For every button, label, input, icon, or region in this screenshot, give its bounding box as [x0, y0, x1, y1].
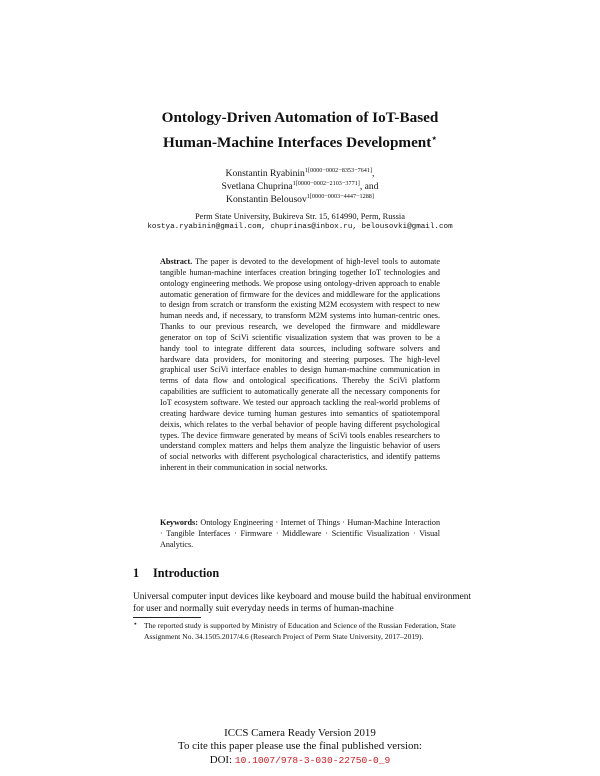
abstract-text: The paper is devoted to the development of high-level tools to automate tangible human-machine interfaces creation bringing together IoT technologies and ontology engineering methods. We propose using ontology-driven approach to enable automatic generation of firmware for the devices and middleware for the applications to design from scratch or transform the existing M2M ecosystem with respect to new human needs and, if necessary, to transform M2M systems into human-centric ones. Thanks to our previous research, we developed the firmware and middleware generator on top of SciVi scientific visualization system that was proven to be a handy tool to integrate different data sources, including software solvers and hardware data providers, for monitoring and steering purposes. The high-level graphical user SciVi interface enables to design human-machine communication in terms of data flow and ontological specifications. Thereby the SciVi platform capabilities are sufficient to automatically generate all the necessary components for IoT ecosystem software. We tested our approach tackling the real-world problems of creating hardware device turning human gestures into semantics of spatiotemporal deixis, which relates to the verbal behavior of people having different psychological types. The device firmware generated by means of SciVi tools enables researchers to understand complex matters and helps them analyze the linguistic behavior of users of social networks with different psychological characteristics, and identify patterns inherent in their communication in social networks. — [160, 257, 440, 473]
keywords-text: Ontology Engineering · Internet of Things · Human-Machine Interaction · Tangible Interfaces · Firmware · Middleware · Scientific Visualization · Visual Analytics. — [160, 518, 441, 549]
footnote-text: The reported study is supported by Ministry of Education and Science of the Russian Federation, State Assignment No. 34.1505.2017/4.6 (Research Project of Perm State University, 2017–2019). — [144, 621, 456, 641]
footnote-mark: ⋆ — [133, 619, 138, 628]
title-footnote-mark: ⋆ — [431, 133, 437, 143]
author-name: Konstantin Belousov — [226, 194, 307, 205]
affiliation: Perm State University, Bukireva Str. 15, 614990, Perm, Russia — [195, 212, 405, 221]
author-line: Konstantin Ryabinin$^{1[0000-0002-8353-7641]}$, — [225, 167, 375, 179]
footnote-divider — [133, 617, 201, 618]
author-line: Svetlana Chuprina$^{1[0000-0002-2103-3771]}$, and — [221, 180, 379, 192]
section-number: 1 — [133, 566, 140, 580]
abstract — [160, 257, 440, 474]
abstract-label: Abstract. — [160, 257, 193, 266]
camera-ready-notice: ICCS Camera Ready Version 2019 — [224, 727, 376, 739]
paper-title-line-2: Human-Machine Interfaces Development⋆ — [163, 133, 437, 151]
doi-line — [0, 754, 600, 767]
section-heading — [133, 565, 219, 581]
keywords — [160, 518, 440, 551]
author-name: Svetlana Chuprina — [221, 181, 293, 192]
intro-paragraph: Universal computer input devices like keyboard and mouse build the habitual environment for user and normally suit everyday needs in terms of human-machine — [133, 592, 471, 615]
footnote — [133, 621, 471, 642]
doi-label: DOI: — [209, 754, 233, 766]
keywords-label: Keywords: — [160, 518, 198, 527]
citation-notice: To cite this paper please use the final published version: — [178, 740, 422, 752]
author-orcid: 1[0000−0003−4447−1288] — [306, 193, 374, 200]
paper-title-line-1: Ontology-Driven Automation of IoT-Based — [161, 109, 439, 126]
section-title: Introduction — [153, 566, 220, 580]
author-orcid: 1[0000−0002−2103−3771] — [292, 180, 360, 187]
author-line — [0, 190, 600, 206]
author-name: Konstantin Ryabinin — [225, 168, 305, 179]
author-emails: kostya.ryabinin@gmail.com, chuprinas@inbox.ru, belousovki@gmail.com — [147, 223, 453, 231]
doi-link[interactable]: 10.1007/978-3-030-22750-0_9 — [234, 755, 391, 766]
author-orcid: 1[0000−0002−8353−7641] — [304, 167, 373, 174]
